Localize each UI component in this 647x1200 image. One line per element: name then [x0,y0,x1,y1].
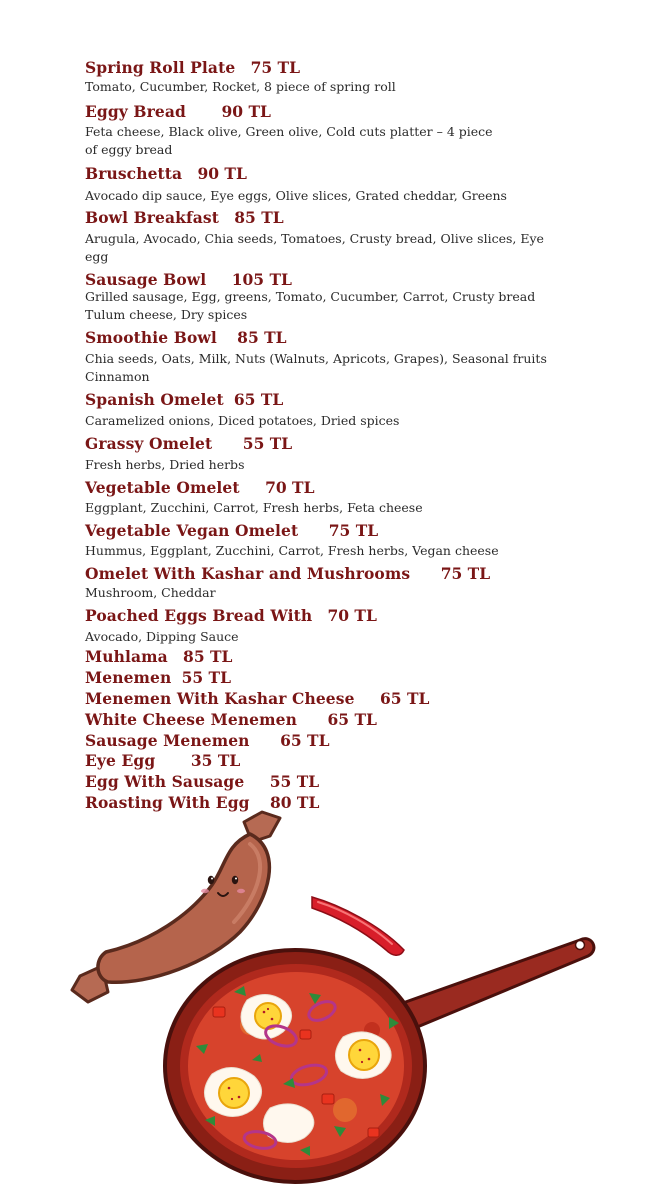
menu-item [85,390,283,409]
menu-item [85,434,292,453]
item-price: 35 TL [190,751,241,770]
item-description: Tomato, Cucumber, Rocket, 8 piece of spring roll [85,79,396,94]
item-name: Vegetable Omelet [85,478,240,497]
menu-item [85,689,429,708]
item-description: Hummus, Eggplant, Zucchini, Carrot, Fresh herbs, Vegan cheese [85,543,499,558]
item-description: Caramelized onions, Diced potatoes, Dried spices [85,413,400,428]
item-description: Avocado dip sauce, Eye eggs, Olive slices, Grated cheddar, Greens [85,188,507,203]
menu-item [85,710,377,729]
menu-item [85,772,319,791]
food-illustration [0,805,647,1200]
item-price: 85 TL [234,208,284,227]
menu-item [85,731,329,750]
menu-item [85,328,287,347]
item-description: Grilled sausage, Egg, greens, Tomato, Cucumber, Carrot, Crusty bread [85,289,536,304]
item-name: Egg With Sausage [85,772,245,791]
item-price: 80 TL [269,793,320,812]
item-name: Bruschetta [85,164,183,183]
item-description: of eggy bread [85,142,173,157]
item-name: Bowl Breakfast [85,208,219,227]
item-description: Tulum cheese, Dry spices [85,307,248,322]
item-name: Eggy Bread [85,102,186,121]
item-price: 70 TL [265,478,315,497]
item-name: Spring Roll Plate [85,58,236,77]
item-description: Fresh herbs, Dried herbs [85,457,245,472]
item-price: 75 TL [440,564,491,583]
item-name: Omelet With Kashar and Mushrooms [85,564,411,583]
item-description: Chia seeds, Oats, Milk, Nuts (Walnuts, Apricots, Grapes), Seasonal fruits [85,351,547,366]
item-description: egg [85,249,109,264]
item-price: 65 TL [233,390,284,409]
item-price: 55 TL [181,668,231,687]
menu-item [85,58,300,77]
item-price: 90 TL [197,164,247,183]
item-name: Roasting With Egg [85,793,250,812]
item-price: 90 TL [221,102,271,121]
item-name: White Cheese Menemen [85,710,297,729]
item-name: Grassy Omelet [85,434,213,453]
item-name: Eye Egg [85,751,156,770]
menu-item [85,668,231,687]
menu-item [85,478,314,497]
item-price: 75 TL [250,58,300,77]
item-price: 65 TL [380,689,430,708]
menu-item [85,208,284,227]
item-name: Menemen [85,668,172,687]
menu-item [85,521,378,540]
item-price: 65 TL [280,731,330,750]
item-description: Feta cheese, Black olive, Green olive, Cold cuts platter – 4 piece [85,124,493,139]
shakshuka-pan-icon [165,939,594,1182]
menu-item [85,606,377,625]
menu-item [85,164,247,183]
item-description: Mushroom, Cheddar [85,585,216,600]
menu-item [85,270,292,289]
item-price: 105 TL [231,270,292,289]
menu-item [85,564,490,583]
item-name: Smoothie Bowl [85,328,217,347]
menu-item [85,102,271,121]
menu-item [85,751,240,770]
item-price: 65 TL [327,710,377,729]
item-description: Cinnamon [85,369,150,384]
item-price: 75 TL [328,521,379,540]
item-price: 85 TL [237,328,287,347]
chili-pepper-icon [312,897,404,955]
item-name: Sausage Menemen [85,731,250,750]
item-price: 85 TL [183,647,233,666]
item-description: Arugula, Avocado, Chia seeds, Tomatoes, Crusty bread, Olive slices, Eye [85,231,544,246]
item-name: Vegetable Vegan Omelet [85,521,299,540]
item-name: Menemen With Kashar Cheese [85,689,355,708]
item-name: Sausage Bowl [85,270,207,289]
item-price: 55 TL [242,434,293,453]
item-description: Avocado, Dipping Sauce [85,629,239,644]
item-price: 55 TL [269,772,320,791]
item-description: Eggplant, Zucchini, Carrot, Fresh herbs, Feta cheese [85,500,423,515]
item-name: Muhlama [85,647,168,666]
menu-item [85,647,232,666]
item-name: Spanish Omelet [85,390,224,409]
item-name: Poached Eggs Bread With [85,606,313,625]
item-price: 70 TL [327,606,377,625]
